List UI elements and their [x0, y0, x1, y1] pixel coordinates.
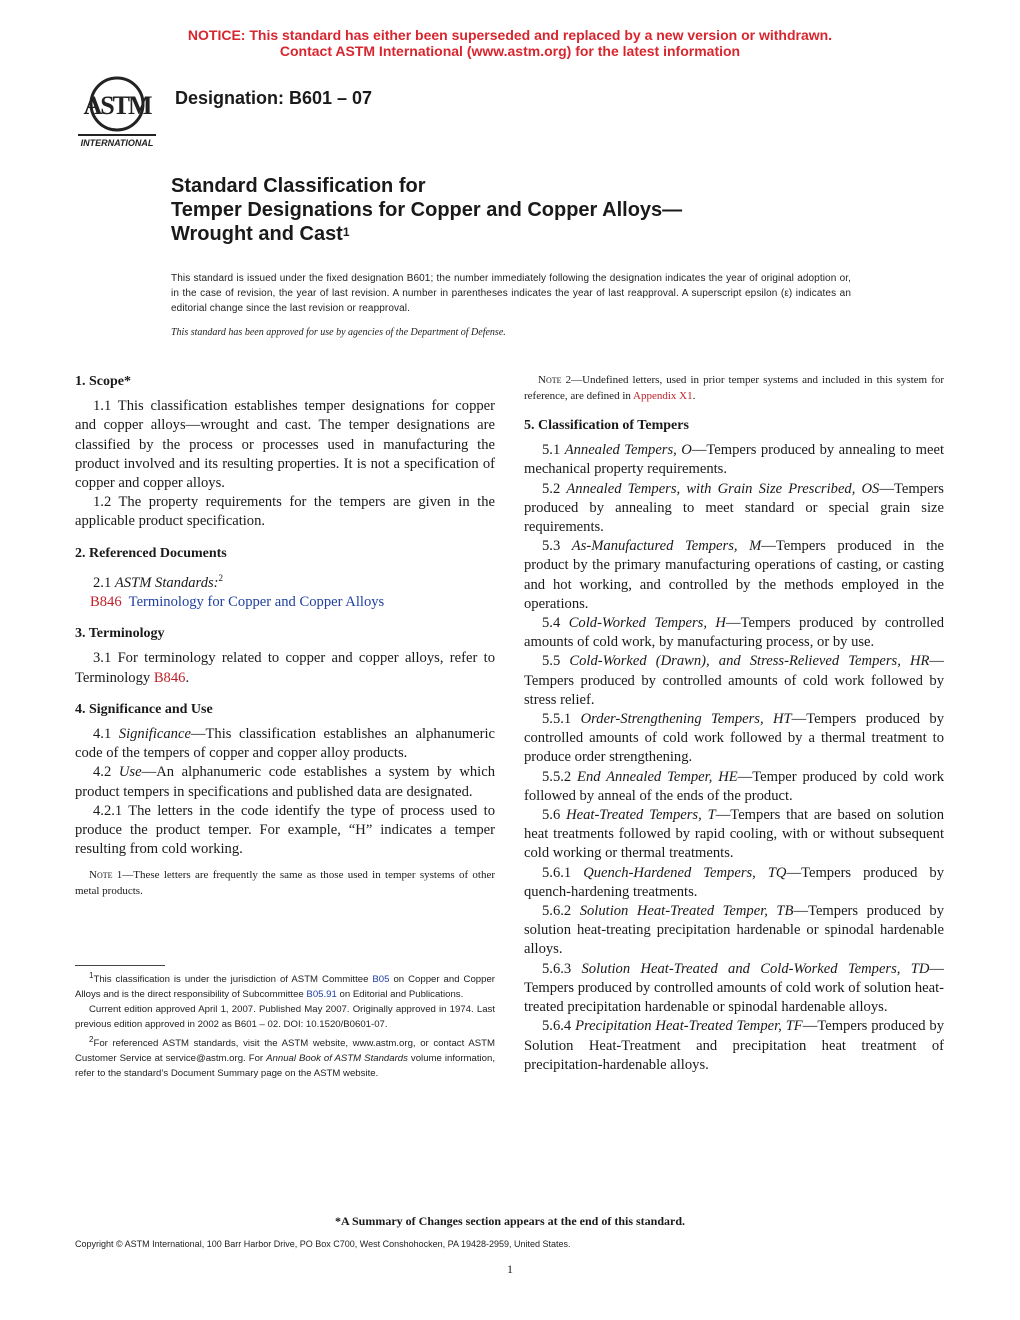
copyright: Copyright © ASTM International, 100 Barr Harbor Drive, PO Box C700, West Conshohocken, PA 19428-2959, United States. [75, 1239, 571, 1249]
page-number: 1 [507, 1262, 513, 1276]
temper-item: 5.4 Cold-Worked Tempers, H—Tempers produced by controlled amounts of cold work, by manufacturing process, or by use. [524, 615, 945, 651]
title-line-2: Temper Designations for Copper and Copper Alloys— [171, 199, 683, 221]
dod-approval: This standard has been approved for use by agencies of the Department of Defense. [171, 327, 506, 338]
b846-link[interactable]: B846 [153, 669, 186, 686]
note-1: Note 1—These letters are frequently the same as those used in temper systems of other metal products. [75, 869, 495, 898]
section-2-heading: 2. Referenced Documents [75, 545, 227, 561]
paragraph-4-1: 4.1 Significance—This classification establishes an alphanumeric code of the tempers of copper and copper alloy products. [75, 725, 495, 762]
title-line-3: Wrought and Cast$^1$ [171, 223, 350, 245]
temper-item: 5.5.1 Order-Strengthening Tempers, HT—Tempers produced by controlled amounts of cold work followed by a thermal treatment to produce order strengthening. [524, 711, 944, 766]
temper-item: 5.6 Heat-Treated Tempers, T—Tempers that are based on solution heat treatments followed by rapid cooling, with or without subsequent cold working or thermal treatments. [524, 807, 944, 862]
footnotes [75, 968, 495, 1081]
paragraph-3-1: 3.1 For terminology related to copper and copper alloys, refer to Terminology B846. [75, 650, 495, 686]
paragraph-1-2: 1.2 The property requirements for the tempers are given in the applicable product specification. [75, 494, 495, 530]
footnote-1: $^1$This classification is under the jurisdiction of ASTM Committee B05 on Copper and Copper Alloys and is the direct responsibility of Subcommittee B05.91 on Editorial and Publications. [75, 971, 495, 1001]
paragraph-2-1: 2.1 ASTM Standards:$^2$ [93, 572, 224, 591]
appendix-x1-link[interactable]: Appendix X1 [633, 390, 693, 402]
paragraph-1-1: 1.1 This classification establishes temper designations for copper and copper alloys—wrought and cast. The temper designations are classified by the process or processes used in manufacturing the product involved and its resulting properties. It is not a specification of copper and copper alloys. [75, 398, 495, 492]
note-2: Note 2—Undefined letters, used in prior temper systems and included in this system for reference, are defined in Appendix X1. [524, 374, 944, 402]
temper-item: 5.6.1 Quench-Hardened Tempers, TQ—Tempers produced by quench-hardening treatments. [524, 864, 944, 900]
footnote-rule [75, 965, 165, 966]
temper-item: 5.3 As-Manufactured Tempers, M—Tempers produced in the product by the primary manufacturing operations of casting, or casting and hot working, and controlled by the methods employed in the operations. [524, 538, 945, 612]
section-1-heading: 1. Scope* [75, 374, 131, 389]
temper-item: 5.1 Annealed Tempers, O—Tempers produced by annealing to meet mechanical property requirements. [524, 442, 944, 478]
withdrawal-notice [0, 27, 1020, 59]
title-footnote-mark: 1 [342, 225, 350, 239]
temper-item: 5.5 Cold-Worked (Drawn), and Stress-Relieved Tempers, HR—Tempers produced by controlled amounts of cold work followed by stress relief. [524, 653, 945, 708]
notice-line-1: NOTICE: This standard has either been superseded and replaced by a new version or withdrawn. [187, 27, 833, 43]
designation: Designation: B601 – 07 [175, 88, 373, 108]
reference-b846[interactable] [75, 593, 495, 612]
notice-line-2: Contact ASTM International (www.astm.org) for the latest information [279, 43, 741, 59]
logo-letters: ASTM [83, 91, 151, 120]
temper-item: 5.6.3 Solution Heat-Treated and Cold-Worked Tempers, TD—Tempers produced by controlled amounts of cold work of solution heat-treated precipitation hardenable or spinodal hardenable alloys. [524, 960, 944, 1016]
b05-link[interactable]: B05 [372, 974, 390, 986]
title-line-1: Standard Classification for [171, 175, 426, 197]
temper-item: 5.6.4 Precipitation Heat-Treated Temper, TF—Tempers produced by Solution Heat-Treatment and precipitation heat treatment of precipitation-hardenable alloys. [524, 1018, 944, 1073]
temper-list [524, 441, 944, 1075]
document-title [171, 174, 682, 246]
section-5-heading: 5. Classification of Tempers [524, 418, 689, 433]
right-column [524, 372, 944, 1075]
temper-item: 5.5.2 End Annealed Temper, HE—Temper produced by cold work followed by anneal of the ends of the product. [524, 768, 944, 804]
b846-title: Terminology for Copper and Copper Alloys [128, 593, 385, 610]
footnote-2: $^2$For referenced ASTM standards, visit the ASTM website, www.astm.org, or contact ASTM Customer Service at service@astm.org. For Annual Book of ASTM Standards volume information, refer to the standard’s Document Summary page on the ASTM website. [75, 1035, 495, 1080]
temper-item: 5.6.2 Solution Heat-Treated Temper, TB—Tempers produced by solution heat-treating precipitation hardenable or spinodal hardenable alloys. [524, 903, 945, 958]
section-3-heading: 3. Terminology [75, 626, 165, 642]
b846-code: B846 [90, 593, 122, 610]
paragraph-4-2-1: 4.2.1 The letters in the code identify the type of process used to produce the product temper. For example, “H” indicates a temper resulting from cold working. [75, 802, 495, 858]
b0591-link[interactable]: B05.91 [306, 989, 337, 1001]
astm-logo [72, 72, 162, 152]
temper-item: 5.2 Annealed Tempers, with Grain Size Prescribed, OS—Tempers produced by annealing to meet standard or special grain size requirements. [524, 480, 944, 536]
section-4-heading: 4. Significance and Use [75, 701, 213, 717]
paragraph-4-2: 4.2 Use—An alphanumeric code establishes a system by which product tempers in specifications and published data are designated. [75, 764, 495, 800]
left-column [75, 372, 495, 899]
issued-statement: This standard is issued under the fixed designation B601; the number immediately following the designation indicates the year of original adoption or, in the case of revision, the year of last revision. A number in parentheses indicates the year of last reapproval. A superscript epsilon (ε) indicates an editorial change since the last revision or reapproval. [171, 273, 851, 314]
summary-of-changes-note: *A Summary of Changes section appears at the end of this standard. [334, 1214, 686, 1228]
logo-text: INTERNATIONAL [80, 138, 154, 148]
footnote-1-edition: Current edition approved April 1, 2007. Published May 2007. Originally approved in 1974. Last previous edition approved in 2002 as B601 – 02. DOI: 10.1520/B0601-07. [75, 1004, 495, 1031]
